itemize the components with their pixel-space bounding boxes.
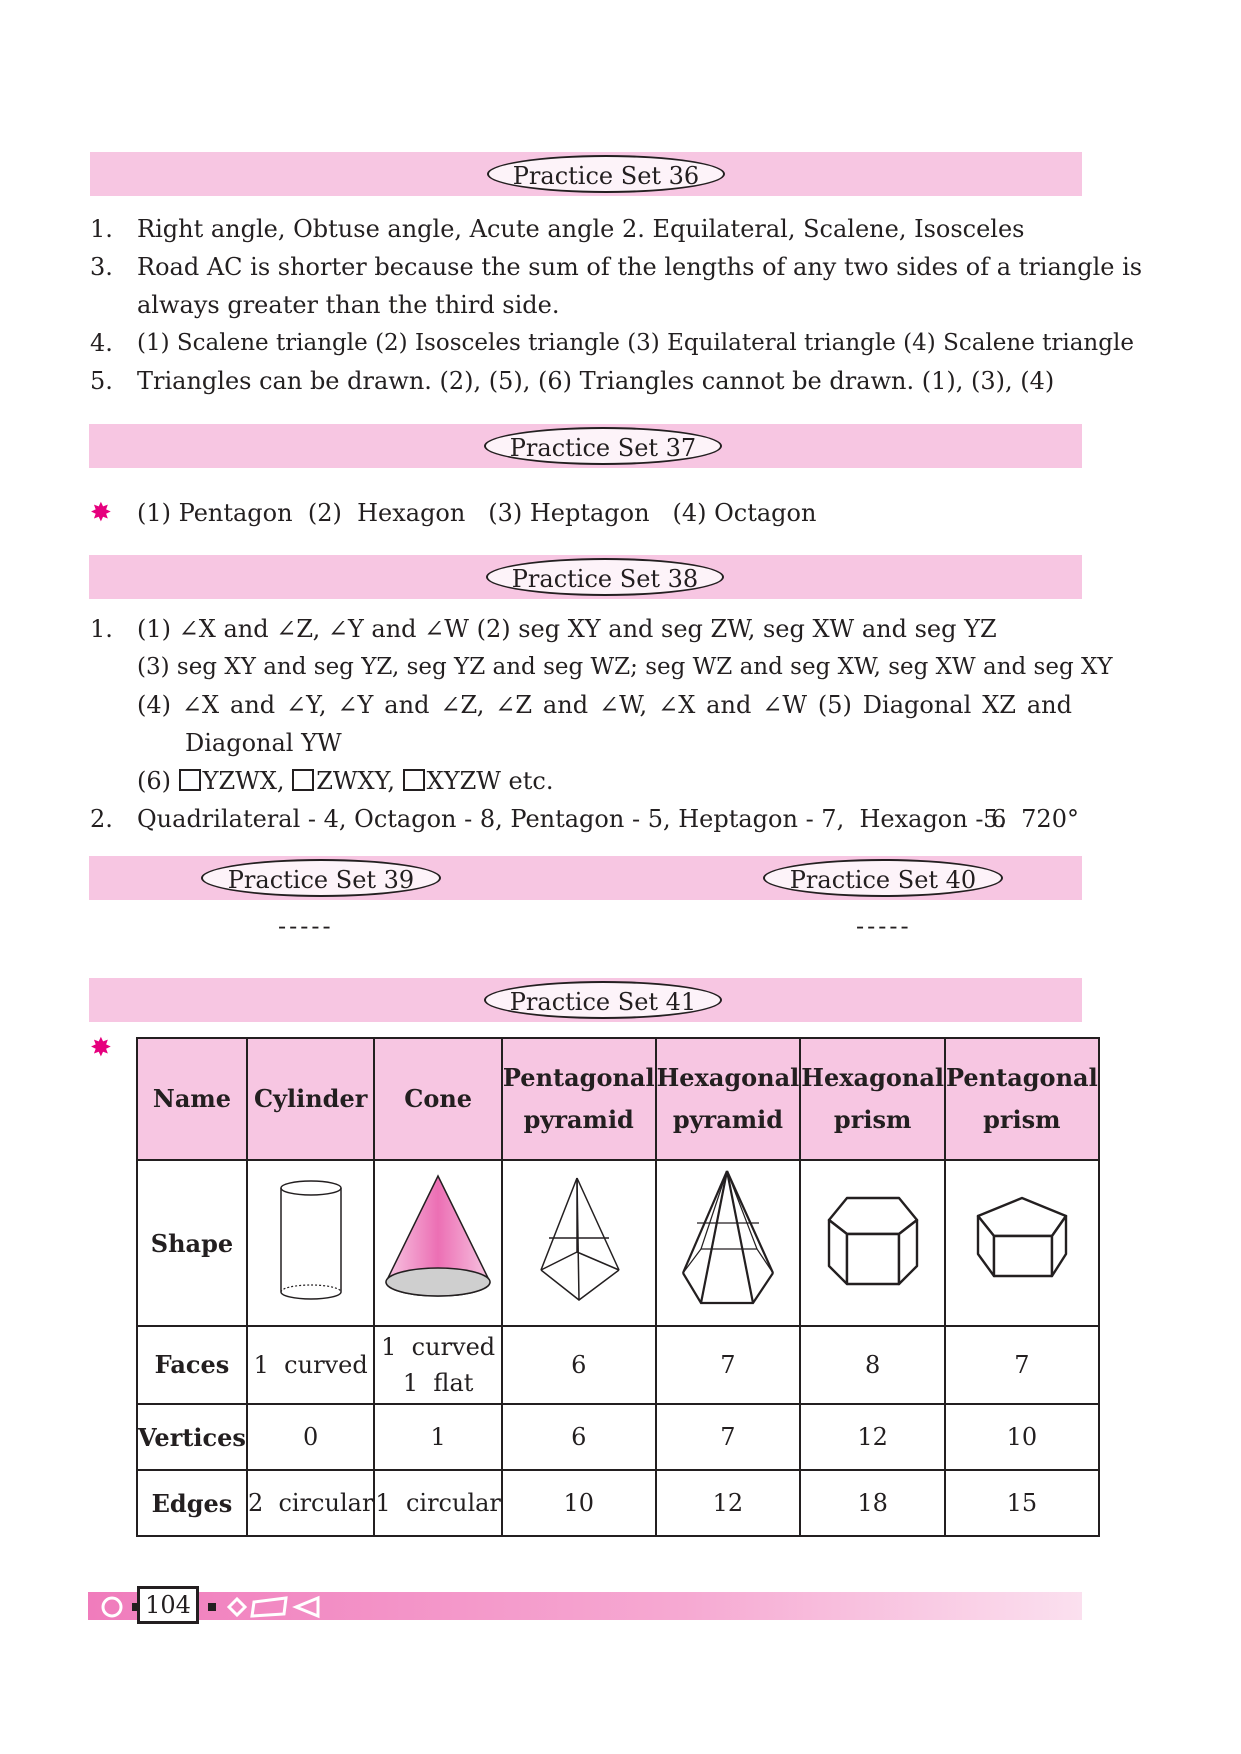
cell-edges: 10 — [502, 1470, 656, 1536]
set36-item3-text: Road AC is shorter because the sum of the lengths of any two sides of a triangle is — [137, 253, 1143, 281]
cell-vertices: 7 — [656, 1404, 801, 1470]
set36-item3-cont: always greater than the third side. — [137, 291, 560, 319]
col-name-pentagonal-pyramid: Pentagonal pyramid — [502, 1038, 656, 1160]
quadrilateral-icon — [292, 769, 314, 791]
cell-vertices: 0 — [247, 1404, 374, 1470]
col-name-hexagonal-pyramid: Hexagonal pyramid — [656, 1038, 801, 1160]
cell-faces: 7 — [945, 1326, 1099, 1404]
set36-item4-text: (1) Scalene triangle (2) Isosceles triangle (3) Equilateral triangle (4) Scalene triangle — [137, 330, 1134, 356]
col-name-pentagonal-prism: Pentagonal prism — [945, 1038, 1099, 1160]
cell-faces: 8 — [800, 1326, 945, 1404]
set36-item1-text: Right angle, Obtuse angle, Acute angle — [137, 215, 615, 243]
set37-title: Practice Set 37 — [484, 427, 722, 465]
quadrilateral-icon — [403, 769, 425, 791]
set38-q5-text: 5. 720° — [983, 805, 1079, 833]
set41-bullet: ✸ — [90, 1033, 112, 1063]
footer-shapes-icon — [96, 1590, 336, 1624]
set38-q1-item6 — [137, 764, 553, 798]
cell-faces: 1 curved — [247, 1326, 374, 1404]
cell-vertices: 12 — [800, 1404, 945, 1470]
quadrilateral-icon — [179, 769, 201, 791]
set39-answer: ----- — [278, 912, 334, 940]
set36-item2-num: 2. — [622, 215, 645, 243]
set37-bullet: ✸ — [90, 498, 112, 528]
cell-faces: 7 — [656, 1326, 801, 1404]
col-name-cylinder: Cylinder — [247, 1038, 374, 1160]
set37-text: (1) Pentagon (2) Hexagon (3) Heptagon (4) Octagon — [137, 499, 817, 527]
cell-edges: 12 — [656, 1470, 801, 1536]
set38-q1-line4: Diagonal YW — [185, 729, 342, 757]
set36-item5-num: 5. — [90, 367, 113, 395]
row-label-vertices: Vertices — [137, 1404, 247, 1470]
table-row-shape — [137, 1160, 1099, 1326]
col-name-hexagonal-prism: Hexagonal prism — [800, 1038, 945, 1160]
table-row-edges — [137, 1470, 1099, 1536]
set36-item2-text — [622, 212, 1025, 246]
set38-q2-text: Quadrilateral - 4, Octagon - 8, Pentagon - 5, Heptagon - 7, Hexagon - 6 — [137, 805, 1007, 833]
set39-title: Practice Set 39 — [201, 859, 441, 897]
solids-table — [136, 1037, 1100, 1537]
cell-edges: 15 — [945, 1470, 1099, 1536]
row-label-shape: Shape — [137, 1160, 247, 1326]
item6-part3: XYZW etc. — [426, 767, 554, 795]
set36-item2-body: Equilateral, Scalene, Isosceles — [652, 215, 1025, 243]
table-row-vertices — [137, 1404, 1099, 1470]
table-header-row — [137, 1038, 1099, 1160]
row-label-faces: Faces — [137, 1326, 247, 1404]
row-label-name: Name — [137, 1038, 247, 1160]
item6-part1: YZWX, — [202, 767, 285, 795]
cell-vertices: 1 — [374, 1404, 501, 1470]
cell-vertices: 10 — [945, 1404, 1099, 1470]
set36-title: Practice Set 36 — [487, 155, 725, 193]
cell-faces: 6 — [502, 1326, 656, 1404]
hexagonal-prism-icon — [800, 1160, 945, 1326]
set38-title: Practice Set 38 — [486, 558, 724, 596]
set36-item1-num: 1. — [90, 215, 113, 243]
cell-vertices: 6 — [502, 1404, 656, 1470]
item6-part2: ZWXY, — [316, 767, 395, 795]
table-row-faces — [137, 1326, 1099, 1404]
set38-q2-num: 2. — [90, 805, 113, 833]
cell-edges: 1 circular — [374, 1470, 501, 1536]
set38-q1-line1: (1) ∠X and ∠Z, ∠Y and ∠W (2) seg XY and seg ZW, seg XW and seg YZ — [137, 615, 997, 643]
col-name-cone: Cone — [374, 1038, 501, 1160]
cell-edges: 2 circular — [247, 1470, 374, 1536]
cell-faces: 1 curved 1 flat — [374, 1326, 501, 1404]
set38-q1-line3: (4) ∠X and ∠Y, ∠Y and ∠Z, ∠Z and ∠W, ∠X and ∠W (5) Diagonal XZ and — [137, 691, 1072, 719]
cell-edges: 18 — [800, 1470, 945, 1536]
item6-prefix: (6) — [137, 767, 171, 795]
square-pyramid-icon — [502, 1160, 656, 1326]
set36-item4-num: 4. — [90, 329, 113, 357]
hexagonal-pyramid-icon — [656, 1160, 801, 1326]
set40-title: Practice Set 40 — [763, 859, 1003, 897]
set38-q1-line2: (3) seg XY and seg YZ, seg YZ and seg WZ; seg WZ and seg XW, seg XW and seg XY — [137, 654, 1113, 680]
cylinder-icon — [247, 1160, 374, 1326]
set38-q1-num: 1. — [90, 615, 113, 643]
row-label-edges: Edges — [137, 1470, 247, 1536]
set41-title: Practice Set 41 — [484, 981, 722, 1019]
cone-icon — [374, 1160, 501, 1326]
pentagonal-prism-icon — [945, 1160, 1099, 1326]
set36-item5-text: Triangles can be drawn. (2), (5), (6) Triangles cannot be drawn. (1), (3), (4) — [137, 367, 1055, 395]
page-number: 104 — [137, 1586, 199, 1624]
set40-answer: ----- — [856, 912, 912, 940]
set36-item3-num: 3. — [90, 253, 113, 281]
